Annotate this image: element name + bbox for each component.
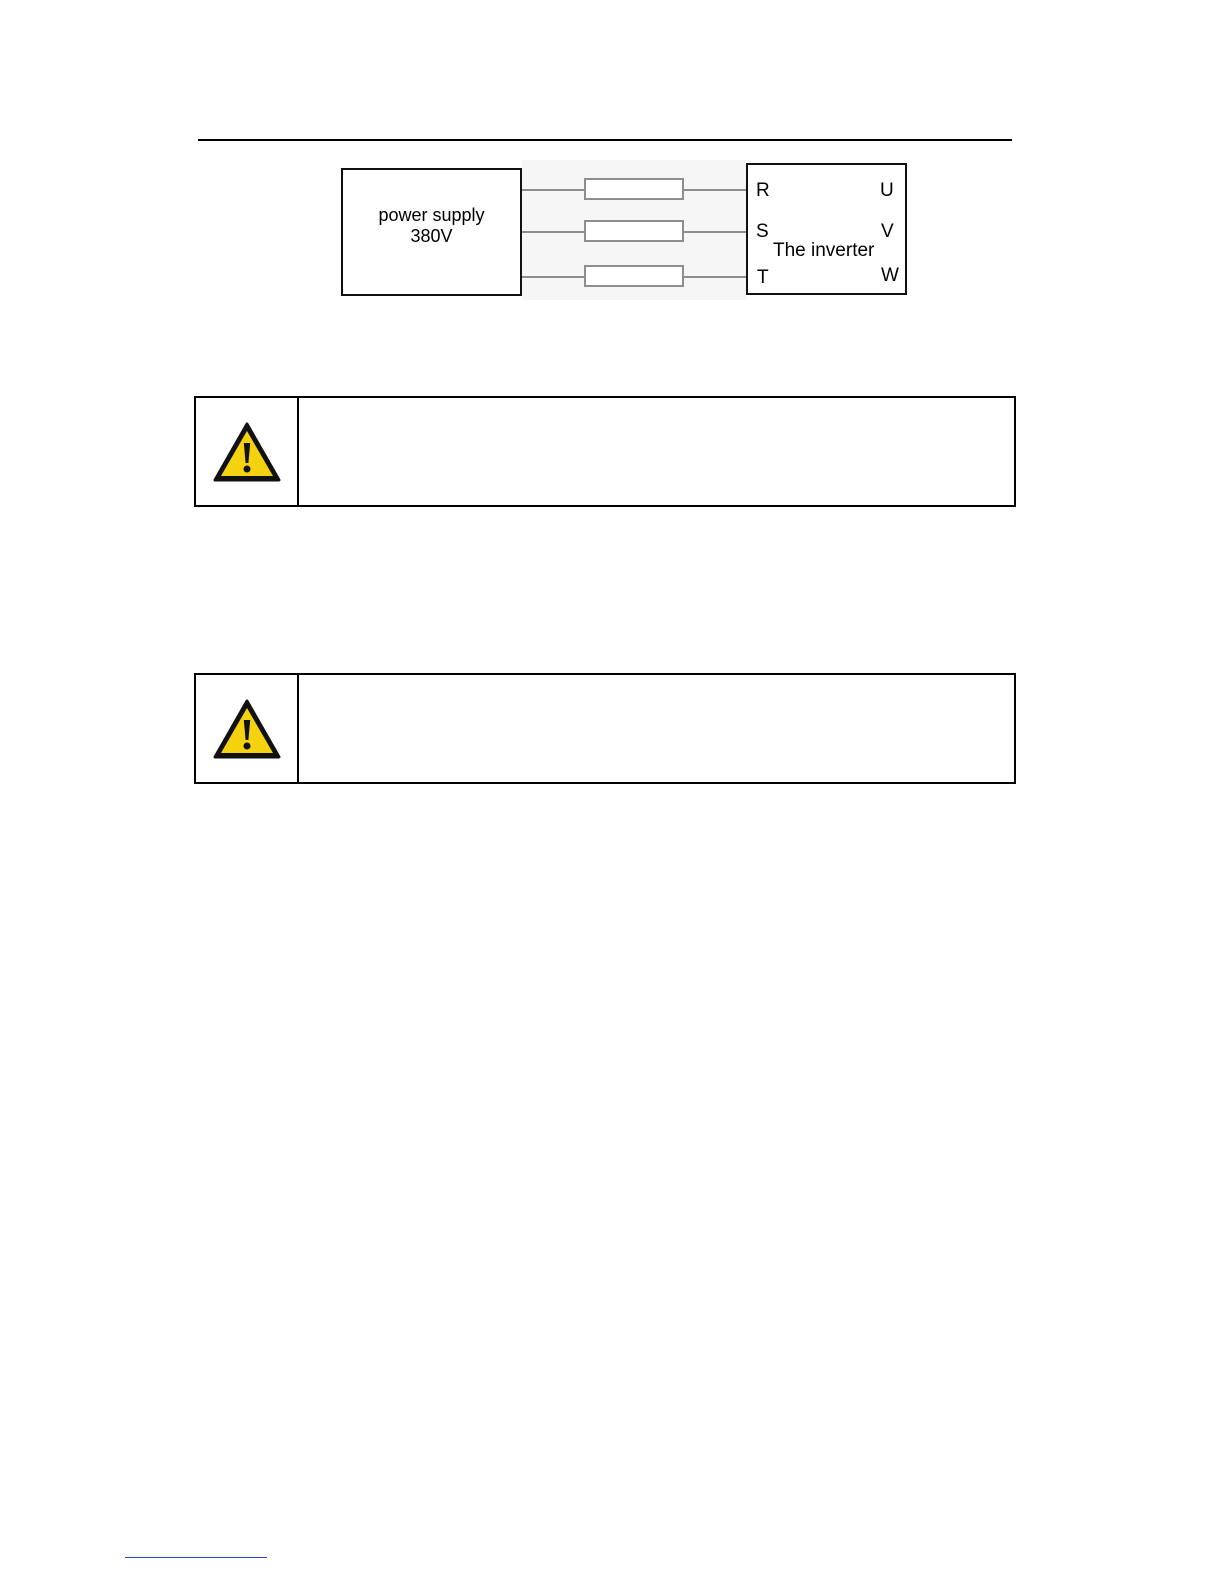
inverter-box <box>746 163 907 295</box>
power-supply-box <box>341 168 522 296</box>
power-supply-line1: power supply <box>378 205 485 225</box>
footer-link-underline[interactable] <box>125 1557 267 1558</box>
wire-left-t <box>522 276 584 278</box>
terminal-u: U <box>880 180 894 201</box>
wire-left-s <box>522 231 584 233</box>
terminal-v: V <box>881 221 894 242</box>
warning-text-1 <box>299 398 1014 505</box>
warning-box-1 <box>194 396 1016 507</box>
terminal-r: R <box>756 180 770 201</box>
wire-right-s <box>684 231 746 233</box>
terminal-t: T <box>757 267 769 288</box>
wiring-diagram <box>340 160 910 300</box>
warning-text-2 <box>299 675 1014 782</box>
warning-icon-cell-1 <box>196 398 299 505</box>
wire-left-r <box>522 189 584 191</box>
resistor-s <box>584 220 684 242</box>
warning-icon-cell-2 <box>196 675 299 782</box>
terminal-s: S <box>756 221 769 242</box>
warning-triangle-icon <box>212 698 282 760</box>
header-rule <box>198 139 1012 141</box>
wire-right-t <box>684 276 746 278</box>
power-supply-label <box>343 205 520 247</box>
warning-triangle-icon <box>212 421 282 483</box>
power-supply-line2: 380V <box>410 226 453 246</box>
resistor-t <box>584 265 684 287</box>
warning-box-2 <box>194 673 1016 784</box>
resistor-r <box>584 178 684 200</box>
terminal-w: W <box>881 265 899 286</box>
wire-right-r <box>684 189 746 191</box>
inverter-label: The inverter <box>773 240 875 261</box>
